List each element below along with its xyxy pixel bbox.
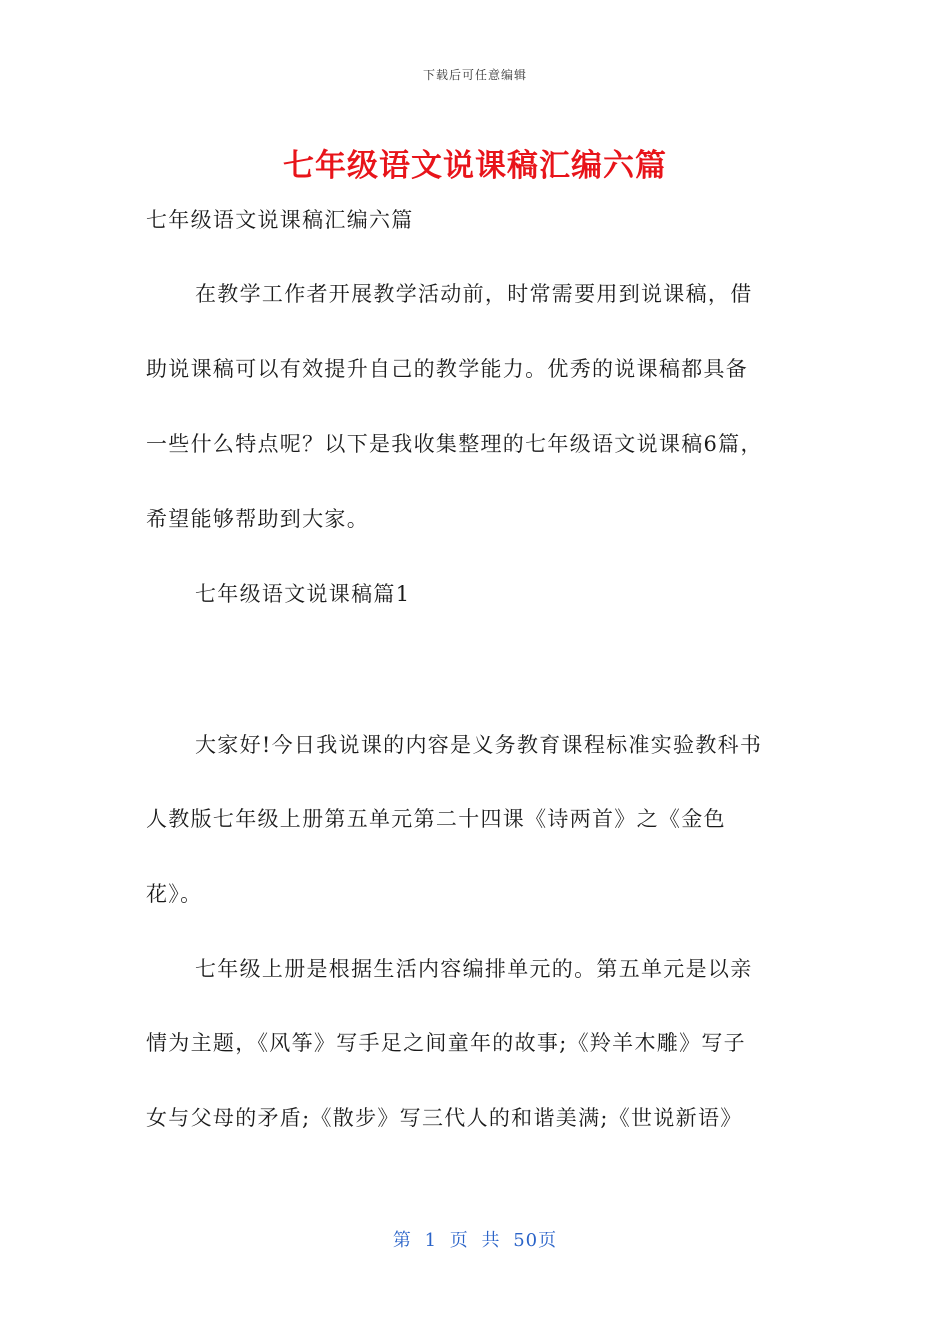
body-line: 在教学工作者开展教学活动前，时常需要用到说课稿，借 [195,282,753,306]
body-line: 七年级语文说课稿汇编六篇 [146,208,414,232]
body-line: 希望能够帮助到大家。 [146,507,369,531]
body-line: 助说课稿可以有效提升自己的教学能力。优秀的说课稿都具备 [146,357,749,381]
body-line: 情为主题，《风筝》写手足之间童年的故事;《羚羊木雕》写子 [146,1031,746,1055]
body-line: 人教版七年级上册第五单元第二十四课《诗两首》之《金色 [146,807,726,831]
body-line: 一些什么特点呢？以下是我收集整理的七年级语文说课稿6篇， [146,432,763,456]
section-heading: 七年级语文说课稿篇1 [195,582,411,606]
body-line: 女与父母的矛盾;《散步》写三代人的和谐美满;《世说新语》 [146,1106,743,1130]
body-line: 大家好!今日我说课的内容是义务教育课程标准实验教科书 [195,733,763,757]
document-title: 七年级语文说课稿汇编六篇 [283,148,667,184]
body-line: 七年级上册是根据生活内容编排单元的。第五单元是以亲 [195,957,753,981]
body-line: 花》。 [146,882,203,906]
page-footer: 第 1 页 共 50页 [392,1230,558,1251]
header-note: 下载后可任意编辑 [422,68,527,82]
